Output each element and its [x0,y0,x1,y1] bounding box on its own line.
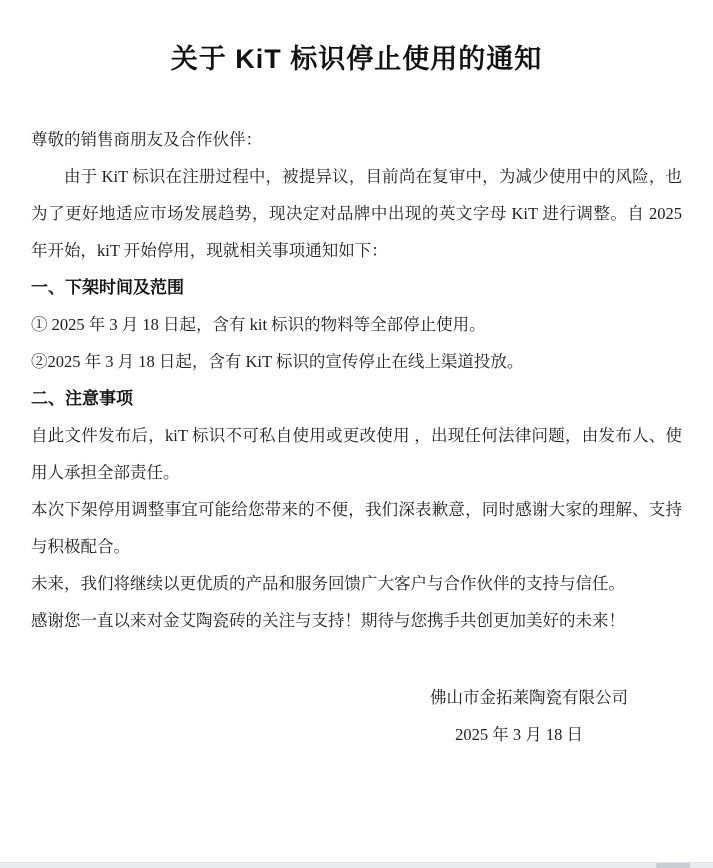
notice-paragraph-future: 未来，我们将继续以更优质的产品和服务回馈广大客户与合作伙伴的支持与信任。 [31,574,625,593]
notice-paragraph-legal: 自此文件发布后，kiT 标识不可私自使用或更改使用 ，出现任何法律问题，由发布人、使用人承担全部责任。 [31,426,682,482]
numbered-item-1: ① 2025 年 3 月 18 日起，含有 kit 标识的物料等全部停止使用。 [31,315,486,334]
notice-body [31,121,682,753]
section-1-heading: 一、下架时间及范围 [31,278,184,297]
intro-paragraph: 由于 KiT 标识在注册过程中，被提异议，目前尚在复审中，为减少使用中的风险，也为了更好地适应市场发展趋势，现决定对品牌中出现的英文字母 KiT 进行调整。自 2025 年开始，kiT 开始停用，现就相关事项通知如下： [31,167,682,260]
salutation: 尊敬的销售商朋友及合作伙伴： [31,130,262,149]
notice-paragraph-apology: 本次下架停用调整事宜可能给您带来的不便，我们深表歉意，同时感谢大家的理解、支持与积极配合。 [31,500,682,556]
signature-company: 佛山市金拓莱陶瓷有限公司 [430,688,628,707]
horizontal-scrollbar[interactable] [0,862,713,868]
document-title: 关于 KiT 标识停止使用的通知 [170,44,543,74]
notice-paragraph-thanks: 感谢您一直以来对金艾陶瓷砖的关注与支持！期待与您携手共创更加美好的未来！ [31,611,625,630]
signature-date: 2025 年 3 月 18 日 [455,725,583,744]
numbered-item-2: ②2025 年 3 月 18 日起，含有 KiT 标识的宣传停止在线上渠道投放。 [31,352,524,371]
section-2-heading: 二、注意事项 [31,389,133,408]
scrollbar-thumb[interactable] [656,863,690,868]
signature-block [31,679,682,753]
